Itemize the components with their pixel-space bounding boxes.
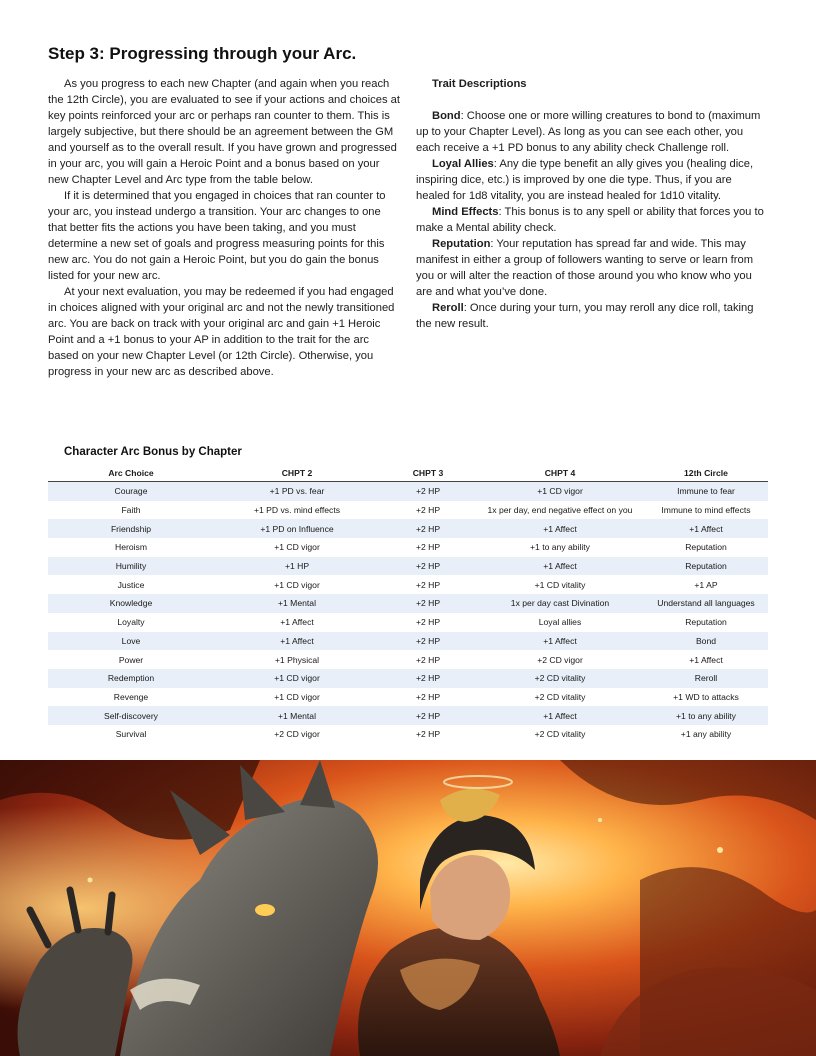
trait-name: Reputation bbox=[432, 238, 491, 250]
table-cell: +2 HP bbox=[415, 691, 441, 702]
table-cell: +1 to any ability bbox=[644, 706, 768, 725]
table-cell: Heroism bbox=[115, 542, 147, 553]
table-cell: Knowledge bbox=[48, 594, 214, 613]
trait-text: Any die type benefit an ally gives you (healing dice, inspiring dice, etc.) is improved by one die type. Thus, if you are healed for 1d8 vitality, you are instead healed for 1d10 vitality. bbox=[416, 158, 754, 202]
table-cell: +2 CD vigor bbox=[274, 729, 320, 740]
table-cell: +1 PD vs. fear bbox=[214, 482, 380, 501]
trait-name: Reroll bbox=[432, 302, 464, 314]
table-row bbox=[48, 538, 768, 557]
table-cell: +2 HP bbox=[380, 669, 476, 688]
column-header: CHPT 4 bbox=[476, 464, 644, 482]
table-row bbox=[48, 669, 768, 688]
table-cell: +1 CD vigor bbox=[274, 542, 320, 553]
table-cell: +2 CD vigor bbox=[537, 654, 583, 665]
table-cell: Humility bbox=[48, 557, 214, 576]
table-cell: +2 HP bbox=[415, 505, 441, 516]
table-cell: +1 Mental bbox=[214, 706, 380, 725]
trait-descriptions bbox=[416, 76, 768, 332]
table-cell: +2 CD vitality bbox=[534, 691, 586, 702]
table-title: Character Arc Bonus by Chapter bbox=[64, 446, 242, 458]
table-cell: Reputation bbox=[685, 542, 727, 553]
column-header: Arc Choice bbox=[48, 464, 214, 482]
table-cell: +1 HP bbox=[214, 557, 380, 576]
table-cell: +2 HP bbox=[380, 632, 476, 651]
table-cell: Reputation bbox=[685, 617, 727, 628]
table-cell: Understand all languages bbox=[644, 594, 768, 613]
table-cell: Bond bbox=[644, 632, 768, 651]
table-cell: +1 PD vs. mind effects bbox=[253, 505, 341, 516]
trait-name: Mind Effects bbox=[432, 206, 499, 218]
table-row bbox=[48, 501, 768, 520]
table-cell: +2 CD vitality bbox=[476, 669, 644, 688]
table-row bbox=[48, 575, 768, 594]
trait-separator: : bbox=[490, 238, 494, 250]
table-header-row bbox=[48, 464, 768, 482]
page-title: Step 3: Progressing through your Arc. bbox=[48, 44, 357, 63]
table-row bbox=[48, 650, 768, 669]
table-cell: +1 CD vigor bbox=[274, 579, 320, 590]
trait-text: Choose one or more willing creatures to bond to (maximum up to your Chapter Level). As long as you can see each other, you each receive a +1 PD bonus to any ability check Challenge roll. bbox=[416, 110, 761, 154]
table-cell: +1 Mental bbox=[214, 594, 380, 613]
trait-descriptions-heading: Trait Descriptions bbox=[432, 78, 527, 90]
trait-bond bbox=[416, 108, 768, 156]
table-cell: Justice bbox=[117, 579, 145, 590]
table-cell: +1 CD vigor bbox=[476, 482, 644, 501]
table-cell: +1 any ability bbox=[680, 729, 732, 740]
table-cell: +1 Affect bbox=[214, 632, 380, 651]
body-paragraph: At your next evaluation, you may be redeemed if you had engaged in choices aligned with your original arc and not the newly transitioned arc. You are back on track with your original arc and gain +1 Heroic Point and a +1 bonus to your AP in addition to the trait for the arc based on your new Chapter Level (or 12th Circle). Otherwise, you progress in your new arc as described above. bbox=[48, 286, 395, 378]
body-paragraph: If it is determined that you engaged in choices that ran counter to your arc, you instead undergo a transition. Your arc changes to one that better fits the actions you have been taking, and you must determine a new set of goals and progress measuring points for this new arc. You do not gain a Heroic Point, but you do gain the bonus listed for your new arc. bbox=[48, 190, 386, 282]
table-cell: +2 HP bbox=[380, 557, 476, 576]
table-cell: +1 Physical bbox=[274, 654, 320, 665]
column-header: CHPT 3 bbox=[380, 464, 476, 482]
table-cell: +2 HP bbox=[415, 617, 441, 628]
table-cell: +2 HP bbox=[415, 729, 441, 740]
table-row bbox=[48, 557, 768, 576]
table-cell: +1 AP bbox=[694, 579, 718, 590]
table-cell: Revenge bbox=[113, 691, 149, 702]
table-cell: Loyal allies bbox=[538, 617, 582, 628]
table-cell: Survival bbox=[115, 729, 147, 740]
table-cell: Redemption bbox=[48, 669, 214, 688]
column-header: CHPT 2 bbox=[214, 464, 380, 482]
table-cell: +2 CD vitality bbox=[534, 729, 586, 740]
table-cell: Immune to mind effects bbox=[661, 505, 751, 516]
table-cell: +1 Affect bbox=[476, 706, 644, 725]
table-row bbox=[48, 613, 768, 632]
table-cell: +1 Affect bbox=[476, 557, 644, 576]
table-cell: +2 HP bbox=[380, 706, 476, 725]
arc-bonus-table bbox=[48, 464, 768, 744]
trait-text: This bonus is to any spell or ability that forces you to make a Mental ability check. bbox=[416, 206, 764, 234]
table-cell: +1 Affect bbox=[476, 632, 644, 651]
table-cell: Love bbox=[48, 632, 214, 651]
table-cell: Immune to fear bbox=[644, 482, 768, 501]
table-cell: +1 Affect bbox=[689, 654, 723, 665]
trait-name: Bond bbox=[432, 110, 461, 122]
table-body bbox=[48, 482, 768, 744]
table-cell: Power bbox=[118, 654, 144, 665]
table-row bbox=[48, 706, 768, 725]
table-row bbox=[48, 594, 768, 613]
dragon-eye bbox=[255, 904, 275, 916]
table-cell: +1 Affect bbox=[644, 519, 768, 538]
left-column bbox=[48, 76, 400, 380]
trait-separator: : bbox=[493, 158, 497, 170]
trait-reroll bbox=[416, 300, 768, 332]
table-cell: Reroll bbox=[644, 669, 768, 688]
table-cell: +2 HP bbox=[415, 579, 441, 590]
trait-name: Loyal Allies bbox=[432, 158, 494, 170]
table-cell: +2 HP bbox=[380, 519, 476, 538]
table-cell: Self-discovery bbox=[48, 706, 214, 725]
table-row bbox=[48, 688, 768, 707]
trait-separator: : bbox=[498, 206, 502, 218]
table-cell: +2 HP bbox=[380, 594, 476, 613]
table-cell: Courage bbox=[48, 482, 214, 501]
table-cell: 1x per day, end negative effect on you bbox=[487, 505, 633, 516]
table-cell: +1 WD to attacks bbox=[673, 691, 739, 702]
table-cell: +1 CD vitality bbox=[534, 579, 586, 590]
table-cell: +2 HP bbox=[380, 482, 476, 501]
trait-text: Once during your turn, you may reroll any dice roll, taking the new result. bbox=[416, 302, 754, 330]
trait-separator: : bbox=[463, 302, 467, 314]
table-cell: +2 HP bbox=[415, 542, 441, 553]
trait-separator: : bbox=[460, 110, 464, 122]
body-paragraph: As you progress to each new Chapter (and again when you reach the 12th Circle), you are evaluated to see if your actions and choices at key points reinforced your arc or perhaps ran counter to them. This is largely subjective, but there should be an agreement between the GM and yourself as to the overall result. If you have grown and progressed in your arc, you will gain a Heroic Point and a bonus based on your new Chapter Level and Arc type from the table below. bbox=[48, 78, 400, 186]
table-cell: +2 HP bbox=[415, 654, 441, 665]
table-cell: +1 Affect bbox=[476, 519, 644, 538]
table-cell: Reputation bbox=[644, 557, 768, 576]
table-cell: +1 PD on Influence bbox=[214, 519, 380, 538]
column-header: 12th Circle bbox=[644, 464, 768, 482]
trait-mind-effects bbox=[416, 204, 768, 236]
trait-reputation bbox=[416, 236, 768, 300]
table-cell: +1 CD vigor bbox=[274, 691, 320, 702]
illustration bbox=[0, 760, 816, 1056]
table-row bbox=[48, 725, 768, 744]
table-cell: +1 Affect bbox=[280, 617, 314, 628]
fantasy-artwork bbox=[0, 760, 816, 1056]
table-cell: +1 to any ability bbox=[530, 542, 590, 553]
table-row bbox=[48, 482, 768, 501]
table-row bbox=[48, 632, 768, 651]
table-cell: +1 CD vigor bbox=[214, 669, 380, 688]
table-cell: Faith bbox=[121, 505, 141, 516]
table-cell: Friendship bbox=[48, 519, 214, 538]
table-row bbox=[48, 519, 768, 538]
trait-loyal-allies bbox=[416, 156, 768, 204]
table-cell: Loyalty bbox=[117, 617, 145, 628]
trait-text: Your reputation has spread far and wide. This may manifest in either a group of followers wanting to serve or learn from you or will alter the reaction of those around you who know who you are and what you’ve done. bbox=[416, 238, 754, 298]
table-cell: 1x per day cast Divination bbox=[476, 594, 644, 613]
